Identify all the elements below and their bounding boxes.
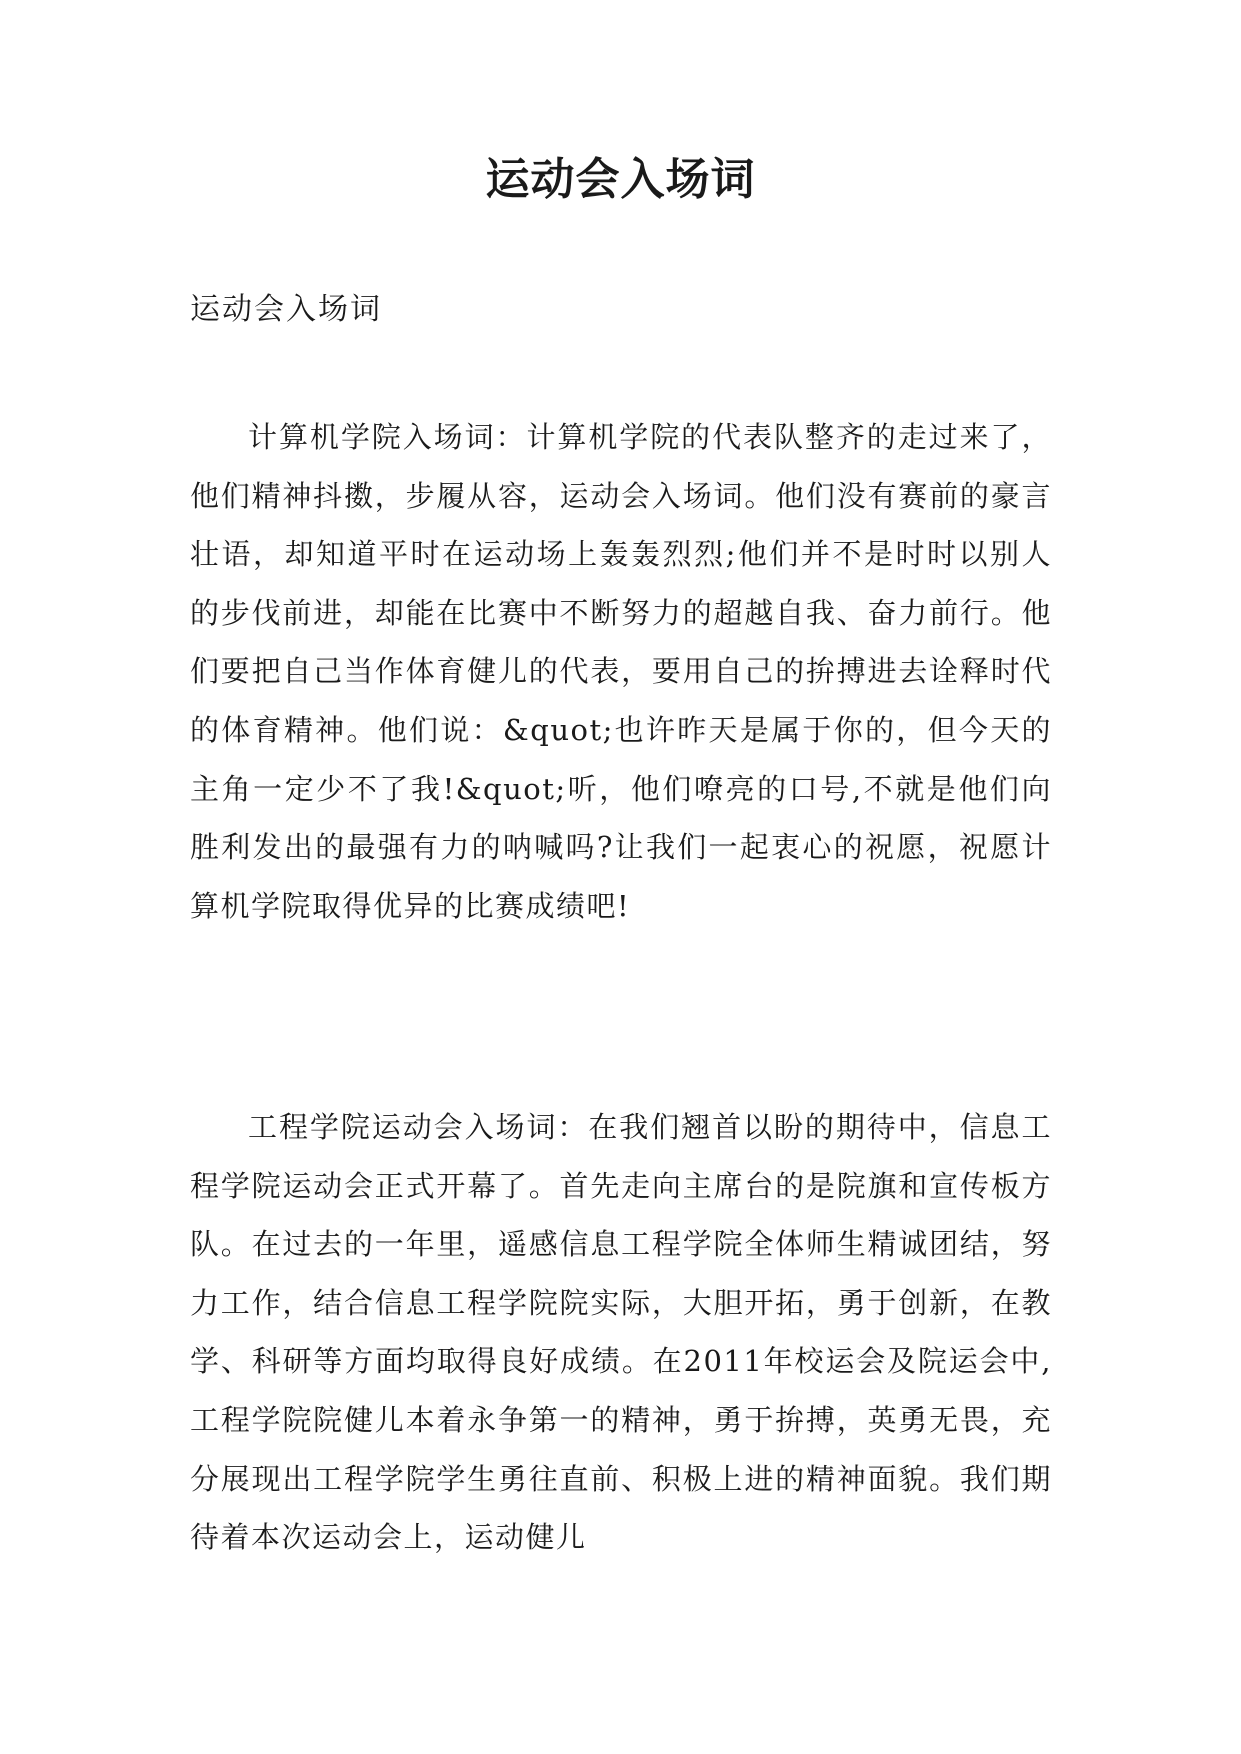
paragraph-engineering-college: 工程学院运动会入场词：在我们翘首以盼的期待中，信息工程学院运动会正式开幕了。首先走向主席台的是院旗和宣传板方队。在过去的一年里，遥感信息工程学院全体师生精诚团结，努力工作，结合信息工程学院院实际，大胆开拓，勇于创新，在教学、科研等方面均取得良好成绩。在2011年校运会及院运会中,工程学院院健儿本着永争第一的精神，勇于拚搏，英勇无畏，充分展现出工程学院学生勇往直前、积极上进的精神面貌。我们期待着本次运动会上，运动健儿	[190, 1110, 1052, 1555]
document-subtitle: 运动会入场词	[190, 292, 382, 327]
paragraph-computer-college: 计算机学院入场词：计算机学院的代表队整齐的走过来了，他们精神抖擞，步履从容，运动会入场词。他们没有赛前的豪言壮语，却知道平时在运动场上轰轰烈烈;他们并不是时时以别人的步伐前进，却能在比赛中不断努力的超越自我、奋力前行。他们要把自己当作体育健儿的代表，要用自己的拚搏进去诠释时代的体育精神。他们说：&quot;也许昨天是属于你的，但今天的主角一定少不了我!&quot;听，他们嘹亮的口号,不就是他们向胜利发出的最强有力的呐喊吗?让我们一起衷心的祝愿，祝愿计算机学院取得优异的比赛成绩吧!	[190, 420, 1052, 923]
document-title: 运动会入场词	[485, 154, 756, 205]
